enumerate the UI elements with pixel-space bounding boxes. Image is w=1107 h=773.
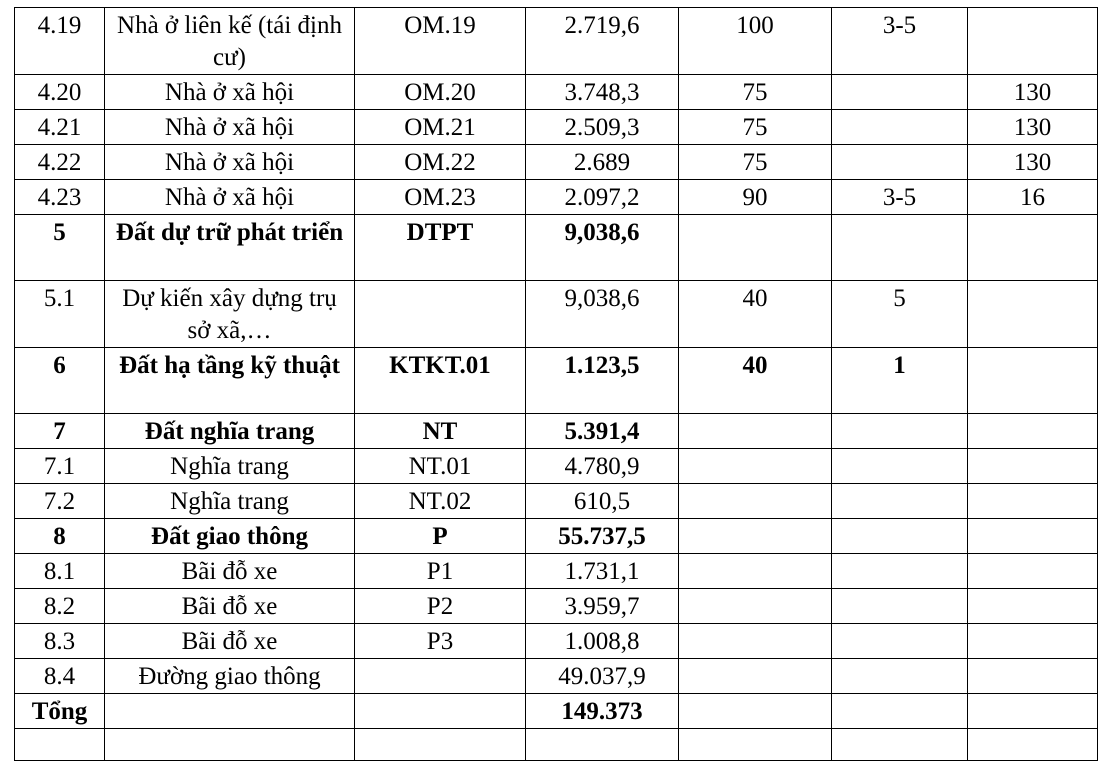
cell-name <box>105 694 355 729</box>
cell-code: OM.23 <box>355 180 526 215</box>
table-row <box>15 624 1098 659</box>
table-row <box>15 145 1098 180</box>
cell-name: Bãi đỗ xe <box>105 624 355 659</box>
cell-area: 1.008,8 <box>526 624 679 659</box>
cell-name: Đất hạ tầng kỹ thuật <box>105 348 355 414</box>
cell-stt: 5 <box>15 215 105 281</box>
cell-stt: 4.20 <box>15 75 105 110</box>
cell-extra <box>968 659 1098 694</box>
cell-code: P1 <box>355 554 526 589</box>
cell-extra <box>968 554 1098 589</box>
cell-area: 1.123,5 <box>526 348 679 414</box>
cell-code: DTPT <box>355 215 526 281</box>
cell-density <box>679 414 832 449</box>
cell-name: Nhà ở xã hội <box>105 145 355 180</box>
cell-floors: 1 <box>832 348 968 414</box>
cell-floors <box>832 484 968 519</box>
cell-area: 55.737,5 <box>526 519 679 554</box>
cell-stt: 5.1 <box>15 281 105 348</box>
cell-stt: 7 <box>15 414 105 449</box>
cell-density <box>679 624 832 659</box>
cell-area: 610,5 <box>526 484 679 519</box>
cell-name: Đất nghĩa trang <box>105 414 355 449</box>
cell-extra <box>968 694 1098 729</box>
land-use-table <box>14 7 1098 761</box>
table-row <box>15 180 1098 215</box>
empty-cell <box>526 729 679 761</box>
cell-extra: 130 <box>968 145 1098 180</box>
cell-code: OM.21 <box>355 110 526 145</box>
table-row <box>15 414 1098 449</box>
cell-floors: 3-5 <box>832 180 968 215</box>
cell-density: 75 <box>679 145 832 180</box>
table-row <box>15 484 1098 519</box>
cell-name: Dự kiến xây dựng trụ sở xã,… <box>105 281 355 348</box>
table-row <box>15 519 1098 554</box>
cell-code: OM.22 <box>355 145 526 180</box>
cell-stt: 4.23 <box>15 180 105 215</box>
cell-extra: 130 <box>968 75 1098 110</box>
cell-name: Bãi đỗ xe <box>105 554 355 589</box>
total-row <box>15 694 1098 729</box>
cell-code: KTKT.01 <box>355 348 526 414</box>
cell-density <box>679 694 832 729</box>
table-row <box>15 110 1098 145</box>
cell-area: 5.391,4 <box>526 414 679 449</box>
table-row <box>15 659 1098 694</box>
cell-extra <box>968 348 1098 414</box>
empty-row <box>15 729 1098 761</box>
cell-floors <box>832 659 968 694</box>
empty-cell <box>679 729 832 761</box>
cell-floors <box>832 449 968 484</box>
cell-extra <box>968 624 1098 659</box>
cell-area: 4.780,9 <box>526 449 679 484</box>
cell-stt: 4.19 <box>15 8 105 75</box>
empty-cell <box>832 729 968 761</box>
total-label: Tổng <box>15 694 105 729</box>
cell-code: OM.20 <box>355 75 526 110</box>
cell-code: P2 <box>355 589 526 624</box>
cell-density <box>679 449 832 484</box>
cell-floors <box>832 75 968 110</box>
cell-floors <box>832 519 968 554</box>
empty-cell <box>105 729 355 761</box>
cell-name: Nhà ở xã hội <box>105 110 355 145</box>
cell-area: 2.509,3 <box>526 110 679 145</box>
cell-floors <box>832 145 968 180</box>
table-row <box>15 215 1098 281</box>
cell-extra <box>968 589 1098 624</box>
cell-name: Nhà ở xã hội <box>105 180 355 215</box>
cell-floors: 3-5 <box>832 8 968 75</box>
cell-name: Nhà ở xã hội <box>105 75 355 110</box>
cell-area: 2.689 <box>526 145 679 180</box>
cell-code: NT.02 <box>355 484 526 519</box>
cell-area: 2.097,2 <box>526 180 679 215</box>
table-row <box>15 554 1098 589</box>
cell-stt: 4.21 <box>15 110 105 145</box>
cell-code <box>355 694 526 729</box>
cell-name: Nghĩa trang <box>105 484 355 519</box>
cell-area: 2.719,6 <box>526 8 679 75</box>
cell-code: NT.01 <box>355 449 526 484</box>
cell-floors <box>832 215 968 281</box>
cell-extra <box>968 484 1098 519</box>
cell-area: 9,038,6 <box>526 215 679 281</box>
cell-density: 90 <box>679 180 832 215</box>
cell-density <box>679 659 832 694</box>
cell-extra: 130 <box>968 110 1098 145</box>
cell-code <box>355 659 526 694</box>
table-body <box>15 8 1098 761</box>
empty-cell <box>15 729 105 761</box>
cell-code: P <box>355 519 526 554</box>
cell-floors <box>832 589 968 624</box>
cell-extra: 16 <box>968 180 1098 215</box>
cell-floors: 5 <box>832 281 968 348</box>
cell-stt: 8 <box>15 519 105 554</box>
cell-density: 75 <box>679 110 832 145</box>
table-row <box>15 449 1098 484</box>
cell-stt: 4.22 <box>15 145 105 180</box>
cell-name: Bãi đỗ xe <box>105 589 355 624</box>
cell-stt: 8.3 <box>15 624 105 659</box>
total-area: 149.373 <box>526 694 679 729</box>
cell-area: 1.731,1 <box>526 554 679 589</box>
cell-extra <box>968 281 1098 348</box>
cell-floors <box>832 414 968 449</box>
cell-density <box>679 519 832 554</box>
cell-code: P3 <box>355 624 526 659</box>
cell-stt: 8.2 <box>15 589 105 624</box>
empty-cell <box>968 729 1098 761</box>
cell-density <box>679 589 832 624</box>
cell-extra <box>968 414 1098 449</box>
cell-density <box>679 554 832 589</box>
table-row <box>15 8 1098 75</box>
cell-density: 75 <box>679 75 832 110</box>
table-row <box>15 281 1098 348</box>
cell-area: 3.748,3 <box>526 75 679 110</box>
cell-floors <box>832 624 968 659</box>
cell-name: Đất dự trữ phát triển <box>105 215 355 281</box>
cell-density: 40 <box>679 348 832 414</box>
cell-floors <box>832 110 968 145</box>
table-row <box>15 589 1098 624</box>
cell-code <box>355 281 526 348</box>
cell-stt: 7.2 <box>15 484 105 519</box>
cell-density: 100 <box>679 8 832 75</box>
cell-density: 40 <box>679 281 832 348</box>
cell-area: 49.037,9 <box>526 659 679 694</box>
cell-name: Đường giao thông <box>105 659 355 694</box>
empty-cell <box>355 729 526 761</box>
cell-extra <box>968 519 1098 554</box>
cell-code: OM.19 <box>355 8 526 75</box>
cell-area: 9,038,6 <box>526 281 679 348</box>
cell-stt: 8.4 <box>15 659 105 694</box>
cell-area: 3.959,7 <box>526 589 679 624</box>
cell-name: Đất giao thông <box>105 519 355 554</box>
cell-code: NT <box>355 414 526 449</box>
cell-name: Nghĩa trang <box>105 449 355 484</box>
table-row <box>15 75 1098 110</box>
cell-stt: 8.1 <box>15 554 105 589</box>
cell-extra <box>968 8 1098 75</box>
cell-density <box>679 215 832 281</box>
cell-floors <box>832 554 968 589</box>
cell-density <box>679 484 832 519</box>
cell-floors <box>832 694 968 729</box>
table-row <box>15 348 1098 414</box>
cell-extra <box>968 215 1098 281</box>
cell-stt: 6 <box>15 348 105 414</box>
cell-name: Nhà ở liên kế (tái định cư) <box>105 8 355 75</box>
cell-extra <box>968 449 1098 484</box>
cell-stt: 7.1 <box>15 449 105 484</box>
